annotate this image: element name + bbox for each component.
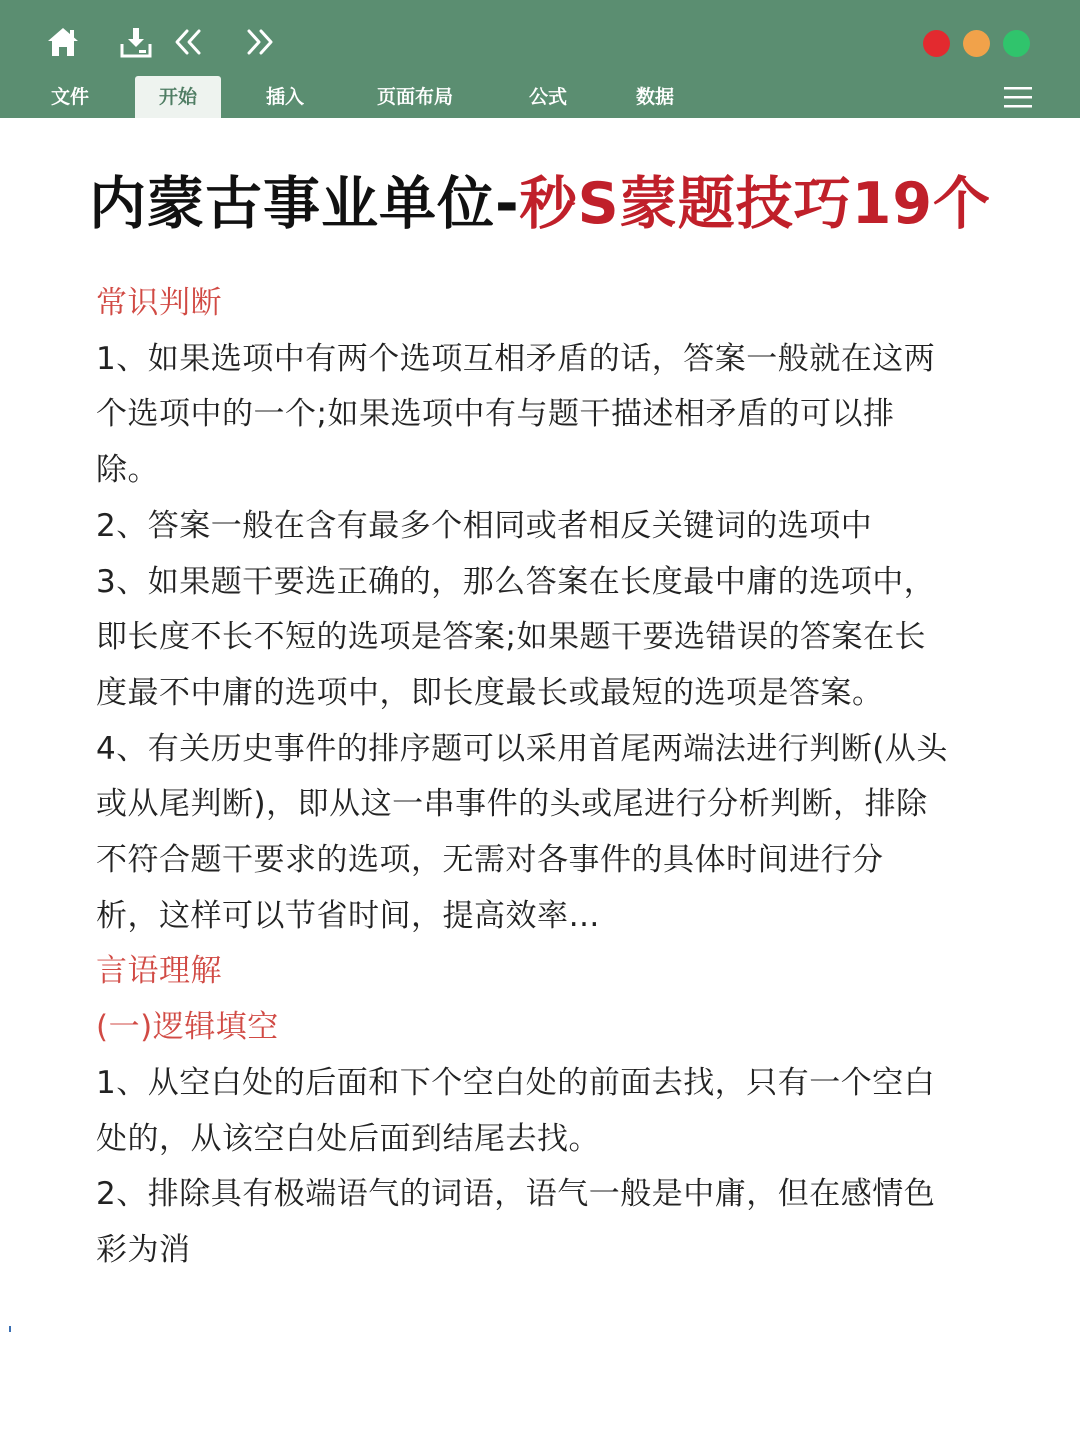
title-black: 内蒙古事业单位- xyxy=(88,171,520,237)
section-heading: 言语理解 xyxy=(96,953,222,990)
tab-file[interactable]: 文件 xyxy=(50,86,89,108)
minimize-dot[interactable] xyxy=(963,30,990,57)
subsection-heading: (一)逻辑填空 xyxy=(96,1009,279,1046)
title-red: 秒S蒙题技巧19个 xyxy=(519,171,992,237)
home-icon[interactable] xyxy=(43,22,83,62)
toolbar xyxy=(0,0,1080,118)
text-line: 即长度不长不短的选项是答案;如果题干要选错误的答案在长 xyxy=(96,619,926,656)
text-line: 4、有关历史事件的排序题可以采用首尾两端法进行判断(从头 xyxy=(96,730,948,767)
download-icon[interactable] xyxy=(116,22,156,62)
tab-data[interactable]: 数据 xyxy=(635,86,674,108)
text-line: 度最不中庸的选项中，即长度最长或最短的选项是答案。 xyxy=(96,674,884,711)
text-line: 3、如果题干要选正确的，那么答案在长度最中庸的选项中， xyxy=(96,563,936,600)
ribbon-tabs xyxy=(0,76,1080,118)
forward-icon[interactable] xyxy=(240,22,280,62)
cursor-mark xyxy=(9,1326,11,1332)
tab-insert[interactable]: 插入 xyxy=(265,86,304,108)
text-line: 2、答案一般在含有最多个相同或者相反关键词的选项中 xyxy=(96,507,873,544)
document-body xyxy=(96,276,996,1279)
back-icon[interactable] xyxy=(168,22,208,62)
section-heading: 常识判断 xyxy=(96,285,222,321)
tab-formulas[interactable]: 公式 xyxy=(528,86,567,108)
page-title xyxy=(0,158,1080,240)
tab-page-layout[interactable]: 页面布局 xyxy=(376,86,453,108)
text-line: 1、如果选项中有两个选项互相矛盾的话，答案一般就在这两 xyxy=(96,340,936,377)
text-line: 2、排除具有极端语气的词语，语气一般是中庸，但在感情色 xyxy=(96,1176,936,1213)
text-line: 彩为消 xyxy=(96,1231,191,1268)
text-line: 1、从空白处的后面和下个空白处的前面去找，只有一个空白 xyxy=(96,1064,936,1101)
close-dot[interactable] xyxy=(923,30,950,57)
text-line: 或从尾判断)，即从这一串事件的头或尾进行分析判断，排除 xyxy=(96,786,928,823)
text-line: 处的，从该空白处后面到结尾去找。 xyxy=(96,1120,600,1157)
maximize-dot[interactable] xyxy=(1003,30,1030,57)
menu-icon[interactable] xyxy=(1004,85,1032,109)
text-line: 除。 xyxy=(96,452,159,489)
text-line: 析，这样可以节省时间，提高效率… xyxy=(96,897,600,934)
tab-home[interactable]: 开始 xyxy=(135,76,221,118)
text-line: 个选项中的一个;如果选项中有与题干描述相矛盾的可以排 xyxy=(96,396,895,433)
text-line: 不符合题干要求的选项，无需对各事件的具体时间进行分 xyxy=(96,842,884,879)
